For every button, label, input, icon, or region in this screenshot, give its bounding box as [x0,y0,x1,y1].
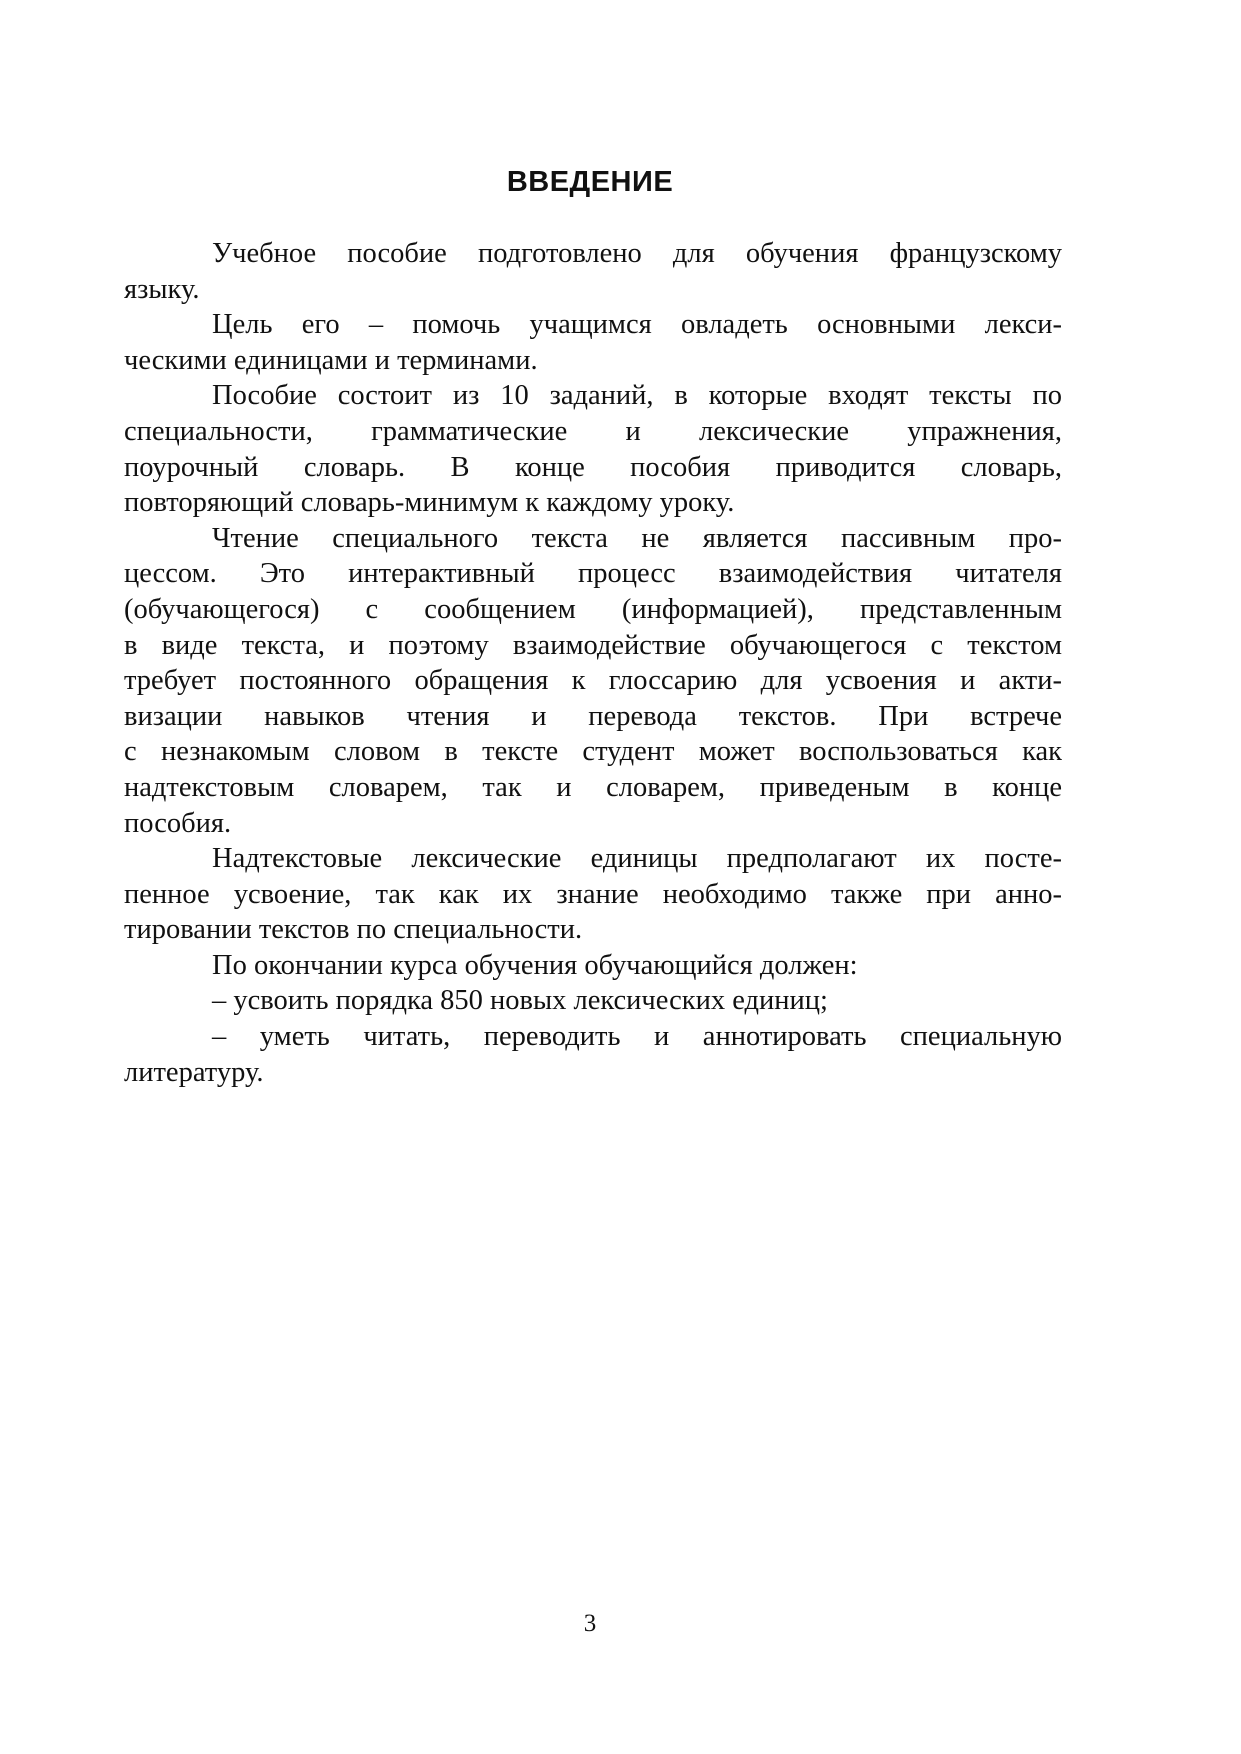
text-line: По окончании курса обучения обучающийся должен: [212,949,858,981]
text-line: Учебное пособие подготовлено для обучения французскому [212,238,1062,269]
text-line: ческими единицами и терминами. [124,344,538,376]
text-line: надтекстовым словарем, так и словарем, приведеным в конце [124,771,1062,803]
text-line: требует постоянного обращения к глоссарию для усвоения и акти- [124,665,1062,697]
list-item: – уметь читать, переводить и аннотировать специальную [212,1021,1062,1053]
text-line: тировании текстов по специальности. [124,914,583,946]
page-title: ВВЕДЕНИЕ [506,166,674,198]
text-line: визации навыков чтения и перевода текстов. При встрече [124,700,1062,732]
text-line: языку. [124,273,200,305]
body-text [124,236,1062,1090]
text-line: в виде текста, и поэтому взаимодействие обучающегося с текстом [124,629,1062,661]
text-line: литературу. [124,1056,264,1088]
text-line: поурочный словарь. В конце пособия приводится словарь, [124,451,1062,483]
text-line: цессом. Это интерактивный процесс взаимодействия читателя [124,558,1062,590]
text-line: пенное усвоение, так как их знание необходимо также при анно- [124,878,1062,910]
text-line: Надтекстовые лексические единицы предполагают их посте- [212,843,1062,875]
text-line: повторяющий словарь-минимум к каждому уроку. [124,487,735,519]
text-line: Цель его – помочь учащимся овладеть основными лекси- [212,309,1062,341]
text-line: (обучающегося) с сообщением (информацией), представленным [124,593,1062,625]
list-item: – усвоить порядка 850 новых лексических единиц; [212,985,828,1017]
text-line: специальности, грамматические и лексические упражнения, [124,415,1062,447]
text-line: с незнакомым словом в тексте студент может воспользоваться как [124,736,1062,768]
page-number: 3 [583,1610,597,1637]
text-line: пособия. [124,807,232,839]
text-line: Пособие состоит из 10 заданий, в которые входят тексты по [212,380,1062,412]
text-line: Чтение специального текста не является пассивным про- [212,522,1062,554]
